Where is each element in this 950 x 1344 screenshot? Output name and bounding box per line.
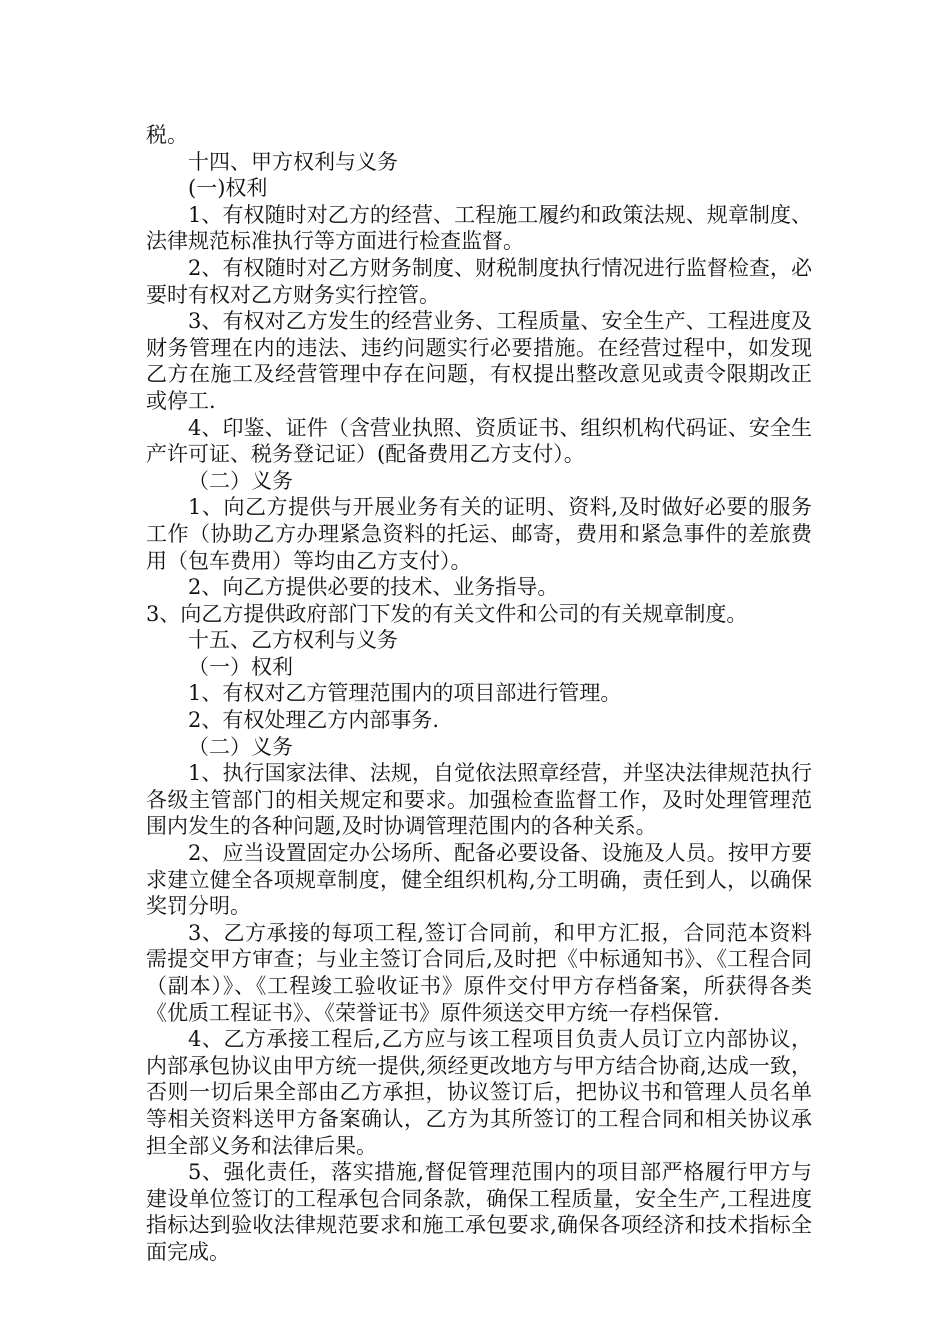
subsection-heading: （二）义务 bbox=[188, 734, 293, 759]
paragraph: 1、有权对乙方管理范围内的项目部进行管理。 bbox=[188, 681, 622, 706]
paragraph: 3、有权对乙方发生的经营业务、工程质量、安全生产、工程进度及财务管理在内的违法、违约问题实行必要措施。在经营过程中，如发现乙方在施工及经营管理中存在问题，有权提出整改意见或责令限期改正或停工. bbox=[146, 309, 812, 413]
section-heading: 十四、甲方权利与义务 bbox=[188, 149, 398, 174]
paragraph: 4、印鉴、证件（含营业执照、资质证书、组织机构代码证、安全生产许可证、税务登记证）(配备费用乙方支付）。 bbox=[146, 415, 812, 467]
section-heading: 十五、乙方权利与义务 bbox=[188, 628, 398, 653]
paragraph: 3、向乙方提供政府部门下发的有关文件和公司的有关规章制度。 bbox=[146, 601, 748, 626]
paragraph: 1、执行国家法律、法规，自觉依法照章经营，并坚决法律规范执行各级主管部门的相关规定和要求。加强检查监督工作，及时处理管理范围内发生的各种问题,及时协调管理范围内的各种关系。 bbox=[146, 761, 812, 839]
document-body bbox=[146, 122, 812, 1266]
subsection-heading: (一)权利 bbox=[188, 176, 268, 201]
subsection-heading: （二）义务 bbox=[188, 468, 293, 493]
paragraph: 4、乙方承接工程后,乙方应与该工程项目负责人员订立内部协议，内部承包协议由甲方统一提供,须经更改地方与甲方结合协商,达成一致，否则一切后果全部由乙方承担，协议签订后，把协议书和管理人员名单等相关资料送甲方备案确认，乙方为其所签订的工程合同和相关协议承担全部义务和法律后果。 bbox=[146, 1027, 812, 1158]
paragraph: 5、强化责任，落实措施,督促管理范围内的项目部严格履行甲方与建设单位签订的工程承包合同条款，确保工程质量，安全生产,工程进度指标达到验收法律规范要求和施工承包要求,确保各项经济和技术指标全面完成。 bbox=[146, 1160, 812, 1264]
paragraph: 2、有权随时对乙方财务制度、财税制度执行情况进行监督检查，必要时有权对乙方财务实行控管。 bbox=[146, 255, 812, 307]
paragraph: 1、有权随时对乙方的经营、工程施工履约和政策法规、规章制度、法律规范标准执行等方面进行检查监督。 bbox=[146, 202, 812, 254]
paragraph: 税。 bbox=[146, 123, 188, 147]
paragraph: 3、乙方承接的每项工程,签订合同前，和甲方汇报，合同范本资料需提交甲方审查；与业主签订合同后,及时把《中标通知书》、《工程合同（副本）》、《工程竣工验收证书》原件交付甲方存档备案，所获得各类《优质工程证书》、《荣誉证书》原件须送交甲方统一存档保管. bbox=[146, 920, 812, 1025]
paragraph: 1、向乙方提供与开展业务有关的证明、资料,及时做好必要的服务工作（协助乙方办理紧急资料的托运、邮寄，费用和紧急事件的差旅费用（包车费用）等均由乙方支付）。 bbox=[146, 495, 812, 573]
paragraph: 2、应当设置固定办公场所、配备必要设备、设施及人员。按甲方要求建立健全各项规章制度，健全组织机构,分工明确，责任到人，以确保奖罚分明。 bbox=[146, 841, 812, 919]
paragraph: 2、向乙方提供必要的技术、业务指导。 bbox=[188, 575, 559, 600]
paragraph: 2、有权处理乙方内部事务. bbox=[188, 708, 440, 733]
subsection-heading: （一）权利 bbox=[188, 654, 293, 679]
